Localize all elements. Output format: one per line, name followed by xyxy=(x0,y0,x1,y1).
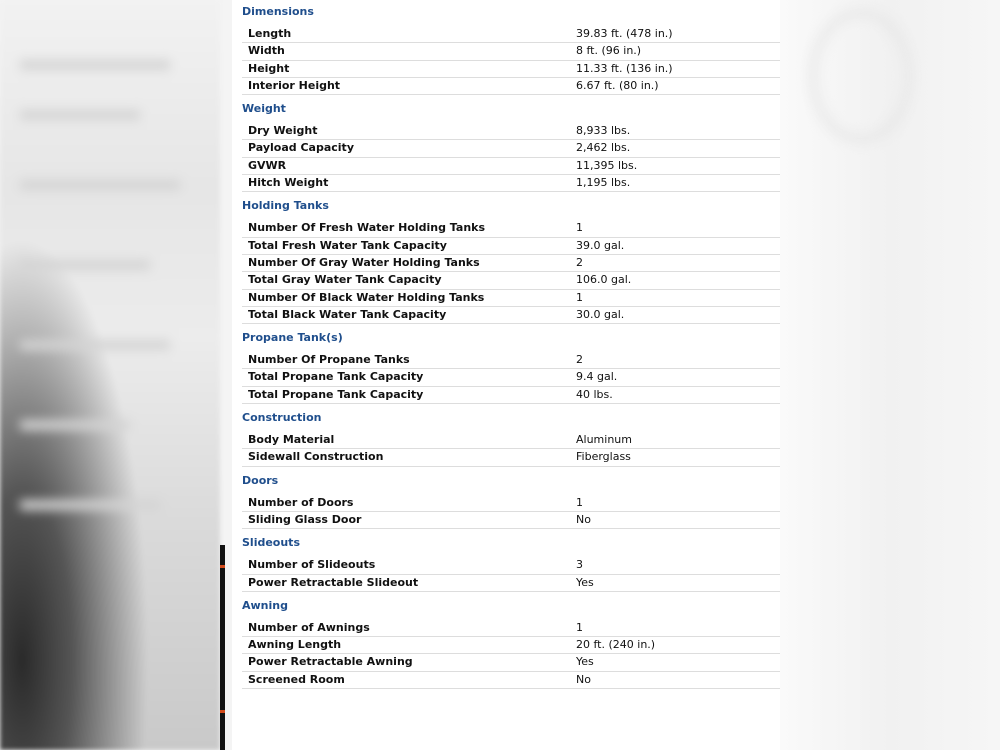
section-title: Propane Tank(s) xyxy=(242,331,343,345)
spec-value: 1 xyxy=(576,290,583,304)
spec-label: Hitch Weight xyxy=(248,176,329,190)
spec-row xyxy=(242,61,780,78)
spec-label: GVWR xyxy=(248,158,287,172)
spec-value: 2 xyxy=(576,255,583,269)
spec-row xyxy=(242,387,780,404)
section-title: Weight xyxy=(242,102,286,116)
spec-label: Total Gray Water Tank Capacity xyxy=(248,273,442,287)
spec-label: Screened Room xyxy=(248,672,345,686)
spec-label: Body Material xyxy=(248,433,335,447)
spec-label: Power Retractable Awning xyxy=(248,655,413,669)
spec-label: Total Fresh Water Tank Capacity xyxy=(248,238,447,252)
spec-value: 1 xyxy=(576,620,583,634)
spec-label: Width xyxy=(248,44,285,58)
left-edge-bar xyxy=(220,545,225,750)
section-title: Awning xyxy=(242,598,288,612)
spec-row xyxy=(242,432,780,449)
blurred-text-line xyxy=(20,260,150,270)
spec-value: No xyxy=(576,672,591,686)
spec-row xyxy=(242,512,780,529)
section-title: Holding Tanks xyxy=(242,199,329,213)
spec-row xyxy=(242,255,780,272)
blurred-text-line xyxy=(20,500,160,510)
spec-value: Yes xyxy=(576,655,594,669)
spec-label: Number Of Fresh Water Holding Tanks xyxy=(248,221,486,235)
spec-row xyxy=(242,449,780,466)
spec-label: Number Of Gray Water Holding Tanks xyxy=(248,255,480,269)
section-title: Slideouts xyxy=(242,536,300,550)
spec-label: Number of Awnings xyxy=(248,620,370,634)
spec-label: Sliding Glass Door xyxy=(248,512,362,526)
section-title: Dimensions xyxy=(242,5,314,18)
specifications-panel xyxy=(232,0,780,750)
edge-accent xyxy=(220,710,225,713)
spec-label: Dry Weight xyxy=(248,124,318,138)
section-title: Doors xyxy=(242,473,279,487)
blurred-text-line xyxy=(20,420,130,430)
spec-value: 11,395 lbs. xyxy=(576,158,638,172)
spec-row xyxy=(242,307,780,324)
spec-row xyxy=(242,220,780,237)
section-dimensions xyxy=(232,0,780,95)
spec-row xyxy=(242,123,780,140)
spec-value: 2,462 lbs. xyxy=(576,141,631,155)
spec-label: Total Black Water Tank Capacity xyxy=(248,307,447,321)
spec-value: 39.0 gal. xyxy=(576,238,625,252)
blurred-text-line xyxy=(20,110,140,120)
spec-row xyxy=(242,495,780,512)
spec-value: 106.0 gal. xyxy=(576,273,632,287)
blurred-text-line xyxy=(20,60,170,70)
section-weight xyxy=(232,97,780,192)
spec-row xyxy=(242,557,780,574)
spec-row xyxy=(242,175,780,192)
spec-row xyxy=(242,140,780,157)
spec-label: Length xyxy=(248,27,292,40)
blurred-background-right xyxy=(780,0,1000,750)
spec-value: 20 ft. (240 in.) xyxy=(576,638,656,652)
spec-label: Height xyxy=(248,61,290,75)
edge-accent xyxy=(220,565,225,568)
spec-row xyxy=(242,158,780,175)
spec-value: 8 ft. (96 in.) xyxy=(576,44,642,58)
spec-value: 1,195 lbs. xyxy=(576,176,631,190)
spec-label: Power Retractable Slideout xyxy=(248,575,419,589)
spec-label: Sidewall Construction xyxy=(248,450,384,464)
spec-value: 6.67 ft. (80 in.) xyxy=(576,78,659,92)
spec-row xyxy=(242,369,780,386)
spec-value: No xyxy=(576,512,591,526)
spec-row xyxy=(242,26,780,43)
spec-row xyxy=(242,637,780,654)
spec-value: Aluminum xyxy=(576,433,632,447)
blurred-shape xyxy=(810,10,912,142)
spec-value: Fiberglass xyxy=(576,450,631,464)
spec-row xyxy=(242,672,780,689)
spec-row xyxy=(242,272,780,289)
spec-label: Total Propane Tank Capacity xyxy=(248,370,424,384)
section-propane-tanks xyxy=(232,326,780,404)
blurred-background-left xyxy=(0,0,220,750)
spec-label: Total Propane Tank Capacity xyxy=(248,387,424,401)
spec-row xyxy=(242,654,780,671)
section-slideouts xyxy=(232,531,780,592)
spec-value: 11.33 ft. (136 in.) xyxy=(576,61,673,75)
spec-value: Yes xyxy=(576,575,594,589)
spec-value: 40 lbs. xyxy=(576,387,613,401)
spec-label: Payload Capacity xyxy=(248,141,354,155)
section-awning xyxy=(232,594,780,689)
spec-value: 2 xyxy=(576,353,583,367)
section-construction xyxy=(232,406,780,467)
spec-label: Number of Slideouts xyxy=(248,558,376,572)
spec-row xyxy=(242,575,780,592)
spec-row xyxy=(242,78,780,95)
spec-value: 30.0 gal. xyxy=(576,307,625,321)
section-title: Construction xyxy=(242,411,322,425)
section-doors xyxy=(232,469,780,530)
spec-value: 8,933 lbs. xyxy=(576,124,631,138)
blurred-text-line xyxy=(20,180,180,190)
spec-row xyxy=(242,238,780,255)
spec-label: Awning Length xyxy=(248,638,342,652)
blurred-text-line xyxy=(20,340,170,350)
spec-value: 9.4 gal. xyxy=(576,370,618,384)
spec-label: Number Of Propane Tanks xyxy=(248,353,410,367)
spec-row xyxy=(242,290,780,307)
spec-value: 1 xyxy=(576,221,583,235)
section-holding-tanks xyxy=(232,194,780,324)
spec-label: Number Of Black Water Holding Tanks xyxy=(248,290,485,304)
spec-value: 3 xyxy=(576,558,583,572)
spec-value: 1 xyxy=(576,495,583,509)
spec-row xyxy=(242,43,780,60)
spec-row xyxy=(242,620,780,637)
spec-label: Interior Height xyxy=(248,78,341,92)
spec-value: 39.83 ft. (478 in.) xyxy=(576,27,673,40)
spec-label: Number of Doors xyxy=(248,495,354,509)
spec-row xyxy=(242,352,780,369)
